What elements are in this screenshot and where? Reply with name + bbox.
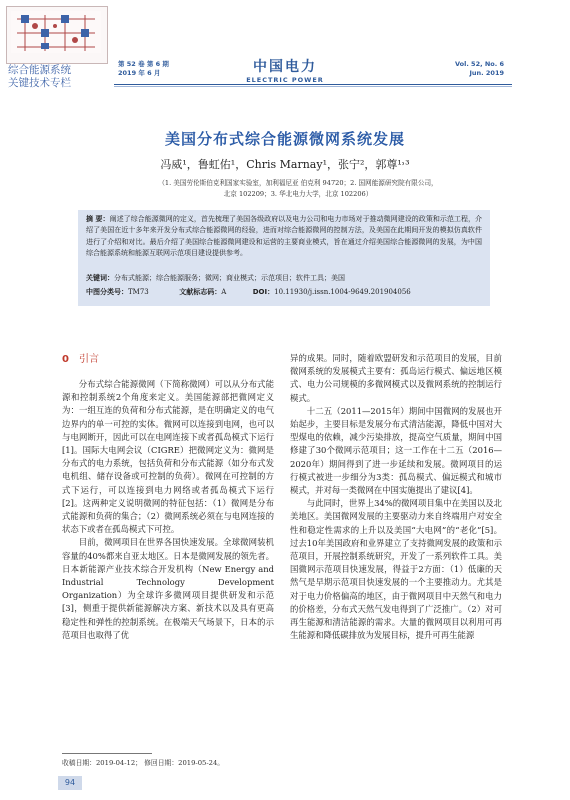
volume-issue-en: Vol. 52, No. 6 [454,60,504,68]
keywords-label: 关键词： [86,274,114,282]
journal-name-cn: 中国电力 [253,59,317,75]
clc-label: 中图分类号： [86,288,128,296]
abstract-label: 摘 要： [86,215,110,223]
paragraph: 目前，微网项目在世界各国快速发展。全球微网装机容量的40%都来自亚太地区。日本是微网发展的领先者。日本新能源产业技术综合开发机构（New Energy and Industrial Technology Development Organization）为全球许多微网项目提供研发和示范[3]，侧重于提供新能源解决方案、新技术以及具有更高稳定性和弹性的控制系统。在极端天气场景下，日本的示范项目也取得了优 [62,537,274,640]
abstract-text: 阐述了综合能源微网的定义，首先梳理了美国各级政府以及电力公司和电力市场对于推动微网建设的政策和示范工程，介绍了美国在近十多年来开发分布式综合能源微网的经验，进而对综合能源微网的控制方法，及美国在此期间开发的模拟仿真软件进行了介绍和对比。最后介绍了美国综合能源微网建设和运营的主要商业模式，旨在通过介绍美国综合能源微网的发展，为中国综合能源系统和能源互联网示范项目建设提供参考。 [86,215,483,258]
page-number: 94 [58,776,82,790]
footnote-dates: 收稿日期：2019-04-12； 修回日期：2019-05-24。 [62,759,225,767]
footnote-rule [62,753,152,754]
affiliations [118,178,478,200]
header-rule [114,84,512,85]
body-column-right [290,352,502,642]
section-number: 0 [62,354,69,365]
volume-issue-cn: 第 52 卷 第 6 期 [118,60,169,68]
date-cn: 2019 年 6 月 [118,69,161,77]
classification-row [86,287,482,298]
issue-info-en [455,60,504,78]
affiliation-line2: 北京 102209；3. 华北电力大学，北京 102206） [223,190,373,198]
paragraph: 十二五（2011—2015年）期间中国微网的发展也开始起步，主要目标是发展分布式清洁能源，降低中国对大型煤电的依赖，减少污染排放，提高空气质量，期间中国修建了30个微网示范项目；这一工作在十二五（2016—2020年）期间得到了进一步延续和发展。微网项目的运行模式被进一步细分为3类：孤岛模式、偏远模式和城市模式，并对每一类微网在中国实施提出了建议[4]。 [290,405,502,496]
paper-title: 美国分布式综合能源微网系统发展 [164,130,405,148]
header-rule-thin [114,86,512,87]
paragraph: 分布式综合能源微网（下简称微网）可以从分布式能源和控制系统2个角度来定义。美国能源部把微网定义为：一组互连的负荷和分布式能源，是在明确定义的电气边界内的单一可控的实体。微网可以连接到电网，也可以与电网断开，因此可以在电网连接下或者孤岛模式下运行[1]。国际大电网会议（CIGRE）把微网定义为：微网是分布式的电力系统，包括负荷和分布式能源（如分布式发电机组、储存设备或可控制的负荷）。微网在可控制的方式下运行，可以连接到电力网络或者孤岛模式下运行[2]。这两种定义说明微网的特征包括：（1）微网是分布式能源和负荷的集合；（2）微网系统必须在与电网连接的状态下或者在孤岛模式下可控。 [62,379,274,535]
clc-value: TM73 [128,288,149,296]
doc-code-value: A [221,288,227,296]
power-grid-logo-icon [11,11,101,53]
doi-label: DOI： [252,288,275,296]
section-title: 引言 [78,354,99,365]
abstract [86,214,482,260]
keywords [86,273,482,284]
section-heading [62,350,99,365]
affiliation-line1: （1. 美国劳伦斯伯克利国家实验室，加利福尼亚 伯克利 94720；2. 国网能源研究院有限公司， [158,179,438,187]
journal-name-en: ELECTRIC POWER [246,76,324,84]
column-title-line2: 关键技术专栏 [8,77,71,89]
date-en: Jun. 2019 [469,69,504,77]
column-title-line1: 综合能源系统 [8,64,71,76]
body-column-left [62,378,274,642]
paragraph: 异的成果。同时，随着欧盟研发和示范项目的发展，目前微网系统的发展模式主要有：孤岛运行模式、偏远地区模式、电力公司规模的多微网模式以及微网系统的控制运行模式。 [290,353,502,403]
paragraph: 与此同时，世界上34%的微网项目集中在美国以及北美地区。美国微网发展的主要驱动力来自终端用户对安全性和稳定性需求的上升以及美国“大电网”的“老化”[5]。过去10年美国政府和业界建立了支持微网发展的政策和示范项目，开展控制系统研究，开发了一系列软件工具。美国微网示范项目快速发展，得益于2方面：（1）低廉的天然气是早期示范项目快速发展的一个主要推动力。尤其是对于电力价格偏高的地区，由于微网项目中天然气和电力的价格差，分布式天然气发电得到了广泛推广。（2）对可再生能源和清洁能源的需求。大量的微网项目以利用可再生能源和降低碳排放为发展目标，提升可再生能源 [290,498,502,641]
keywords-text: 分布式能源；综合能源服务；微网；商业模式；示范项目；软件工具；美国 [114,274,345,282]
doi-value: 10.11930/j.issn.1004-9649.201904056 [274,288,411,296]
author-list: 冯威¹，鲁虹佑¹，Chris Marnay¹，张宁²，郭尊¹˒³ [160,158,410,171]
doc-code-label: 文献标志码： [179,288,222,296]
